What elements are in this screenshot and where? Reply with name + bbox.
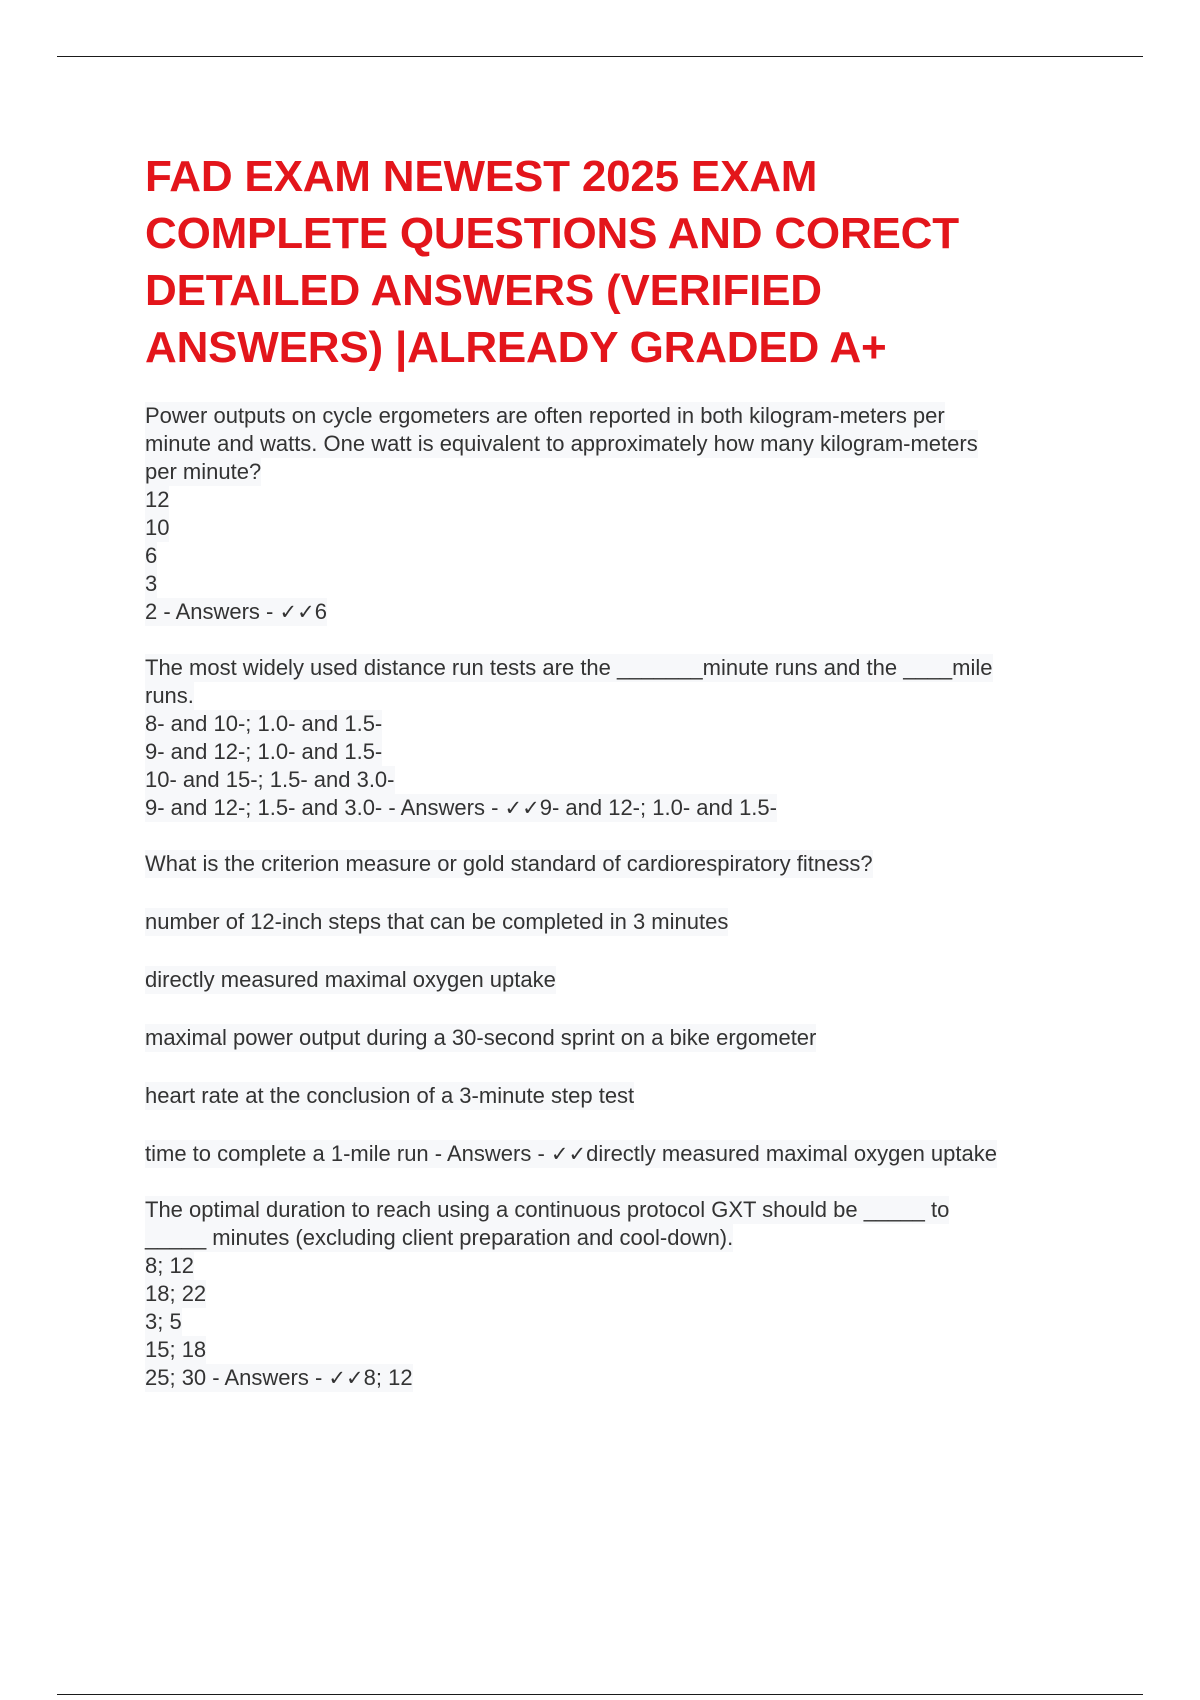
question-1: [145, 402, 1105, 626]
answer-line: [145, 598, 327, 626]
answer-option: 8- and 10-; 1.0- and 1.5-: [145, 711, 383, 736]
checkmark-icon: ✓✓: [504, 796, 540, 820]
answer-line: [145, 794, 777, 822]
spacer: [145, 878, 1105, 908]
checkmark-icon: ✓✓: [328, 1366, 364, 1390]
question-text: What is the criterion measure or gold standard of cardiorespiratory fitness?: [145, 851, 873, 876]
document-body: [145, 148, 1105, 1392]
title-line: ANSWERS) |ALREADY GRADED A+: [145, 323, 887, 372]
last-option-prefix: time to complete a 1-mile run - Answers -: [145, 1141, 551, 1166]
correct-answer: 8; 12: [363, 1365, 413, 1390]
question-text: Power outputs on cycle ergometers are often reported in both kilogram-meters per: [145, 403, 945, 428]
title-line: COMPLETE QUESTIONS AND CORECT: [145, 209, 959, 258]
checkmark-icon: ✓✓: [550, 1142, 587, 1166]
answer-option: 6: [145, 543, 158, 568]
header-rule: [57, 56, 1143, 57]
question-text: per minute?: [145, 459, 262, 484]
last-option-prefix: 9- and 12-; 1.5- and 3.0- - Answers -: [145, 795, 505, 820]
answer-option: heart rate at the conclusion of a 3-minute step test: [145, 1083, 635, 1108]
footer-rule: [57, 1694, 1143, 1695]
last-option-prefix: 25; 30 - Answers -: [145, 1365, 329, 1390]
question-2: [145, 654, 1105, 822]
title-line: FAD EXAM NEWEST 2025 EXAM: [145, 152, 818, 201]
question-text: _____ minutes (excluding client preparation and cool-down).: [145, 1225, 734, 1250]
last-option-prefix: 2 - Answers -: [145, 599, 280, 624]
question-3: [145, 850, 1105, 1168]
answer-option: 9- and 12-; 1.0- and 1.5-: [145, 739, 383, 764]
question-text: minute and watts. One watt is equivalent to approximately how many kilogram-meters: [145, 431, 978, 456]
answer-line: [145, 1140, 997, 1168]
correct-answer: 6: [314, 599, 327, 624]
answer-option: 3: [145, 571, 158, 596]
title-line: DETAILED ANSWERS (VERIFIED: [145, 266, 822, 315]
spacer: [145, 1110, 1105, 1140]
question-text: The most widely used distance run tests are the _______minute runs and the ____mile: [145, 655, 993, 680]
answer-option: 8; 12: [145, 1253, 194, 1278]
correct-answer: directly measured maximal oxygen uptake: [586, 1141, 997, 1166]
answer-option: 15; 18: [145, 1337, 207, 1362]
spacer: [145, 994, 1105, 1024]
answer-option: directly measured maximal oxygen uptake: [145, 967, 556, 992]
document-title: [145, 148, 1105, 376]
spacer: [145, 626, 1105, 654]
spacer: [145, 936, 1105, 966]
answer-line: [145, 1364, 413, 1392]
answer-option: 12: [145, 487, 170, 512]
spacer: [145, 1168, 1105, 1196]
question-text: runs.: [145, 683, 194, 708]
question-4: [145, 1196, 1105, 1392]
answer-option: number of 12-inch steps that can be completed in 3 minutes: [145, 909, 729, 934]
checkmark-icon: ✓✓: [279, 600, 315, 624]
spacer: [145, 822, 1105, 850]
correct-answer: 9- and 12-; 1.0- and 1.5-: [539, 795, 777, 820]
answer-option: maximal power output during a 30-second sprint on a bike ergometer: [145, 1025, 817, 1050]
answer-option: 18; 22: [145, 1281, 207, 1306]
answer-option: 10- and 15-; 1.5- and 3.0-: [145, 767, 395, 792]
spacer: [145, 1052, 1105, 1082]
answer-option: 3; 5: [145, 1309, 182, 1334]
answer-option: 10: [145, 515, 170, 540]
question-text: The optimal duration to reach using a continuous protocol GXT should be _____ to: [145, 1197, 950, 1222]
